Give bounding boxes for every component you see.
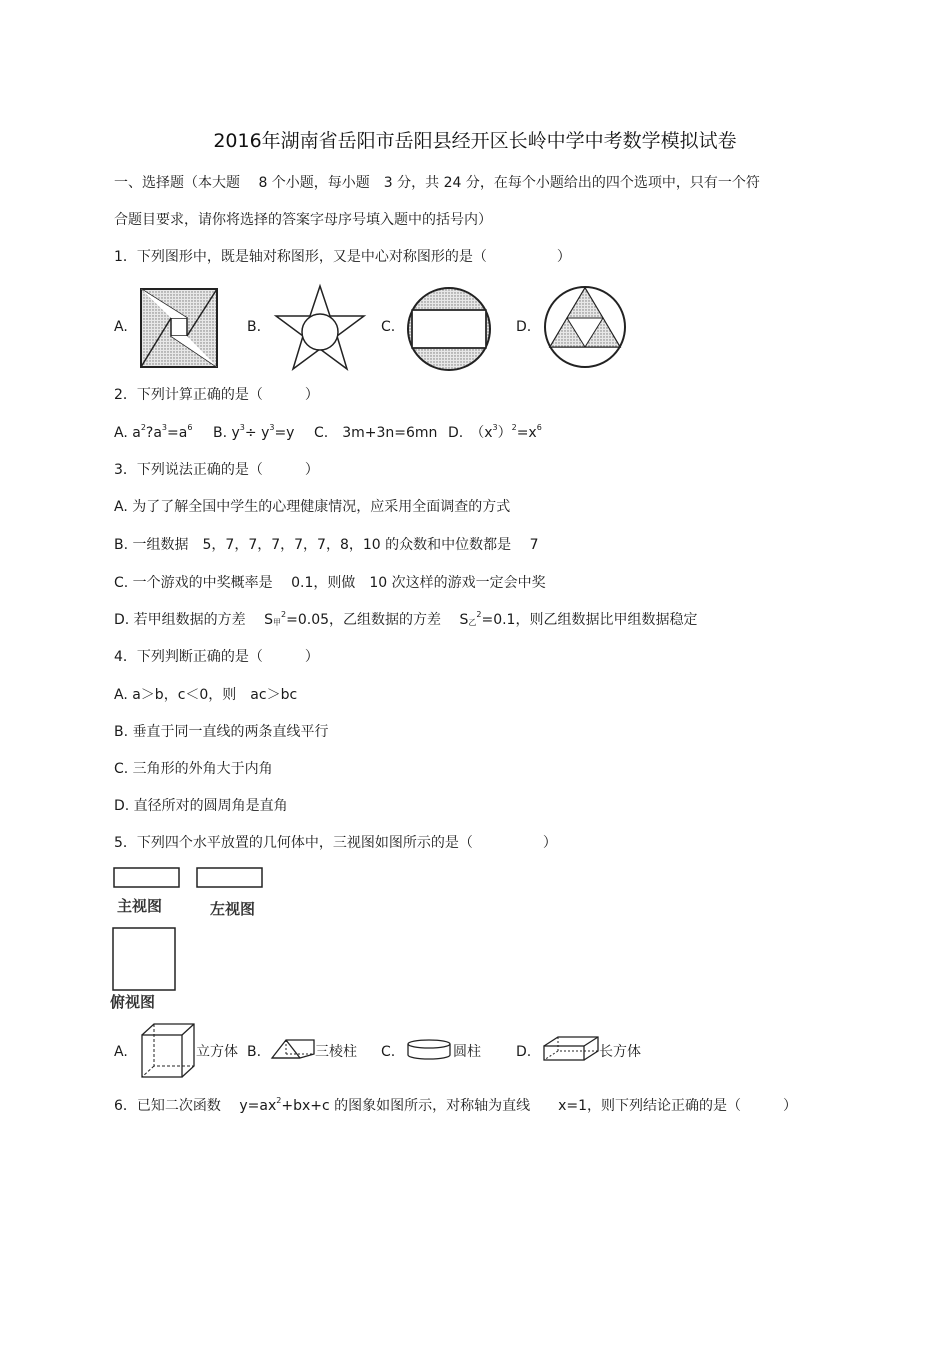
q5-option-d-name: 长方体 <box>599 1044 641 1060</box>
q5-option-b-label: B. <box>247 1044 262 1060</box>
q2-option-a: A. $a^2?a^3=a^6$ <box>114 423 193 441</box>
q1-figure-b <box>274 285 366 371</box>
q4-stem: 4．下列判断正确的是（ ） <box>114 649 319 665</box>
q5-option-c-label: C. <box>381 1044 396 1060</box>
q3-option-d: D. 若甲组数据的方差 $S_甲^2=0.05$，乙组数据的方差 $S_乙^2=0.1$，则乙组数据比甲组数据稳定 <box>114 610 698 628</box>
q6-stem: 6．已知二次函数 $y=ax^2+bx+c$ 的图象如图所示，对称轴为直线 x=1，则下列结论正确的是（ ） <box>114 1096 798 1114</box>
q3-option-a: A. 为了了解全国中学生的心理健康情况，应采用全面调查的方式 <box>114 499 511 515</box>
q5-option-a-name: 立方体 <box>196 1044 238 1060</box>
q1-option-a-label: A. <box>114 319 128 335</box>
q4-option-b: B. 垂直于同一直线的两条直线平行 <box>114 724 329 740</box>
q2-stem: 2．下列计算正确的是（ ） <box>114 387 319 403</box>
q5-option-c-name: 圆柱 <box>453 1044 481 1060</box>
q4-option-d: D. 直径所对的圆周角是直角 <box>114 798 288 814</box>
top-view-caption: 俯视图 <box>110 993 156 1011</box>
q1-option-c-label: C. <box>381 319 396 335</box>
q3-option-b: B. 一组数据 5，7，7，7，7，7，8，10 的众数和中位数都是 7 <box>114 537 539 553</box>
q4-option-a: A. a＞b，c＜0，则 ac＞bc <box>114 687 298 703</box>
q4-option-c: C. 三角形的外角大于内角 <box>114 761 273 777</box>
q1-option-d-label: D. <box>516 319 532 335</box>
left-view-caption: 左视图 <box>210 900 256 918</box>
left-view-rect <box>196 867 264 889</box>
q2-option-c: C. 3m+3n=6mn <box>314 425 438 441</box>
q5-stem: 5．下列四个水平放置的几何体中，三视图如图所示的是（ ） <box>114 835 557 851</box>
q5-option-a-label: A. <box>114 1044 128 1060</box>
cube-icon <box>140 1022 196 1080</box>
q3-option-c: C. 一个游戏的中奖概率是 0.1，则做 10 次这样的游戏一定会中奖 <box>114 575 546 591</box>
triangular-prism-icon <box>270 1036 316 1062</box>
q2-option-d: D. $(x^3)^2=x^6$ <box>448 423 542 441</box>
front-view-caption: 主视图 <box>117 897 163 915</box>
top-view-square <box>112 927 178 993</box>
q2-option-b: B. $y^3\div y^3=y$ <box>213 423 295 441</box>
q5-option-d-label: D. <box>516 1044 532 1060</box>
q1-figure-c <box>406 286 492 372</box>
q3-stem: 3．下列说法正确的是（ ） <box>114 462 319 478</box>
front-view-rect <box>113 867 181 889</box>
cuboid-icon <box>542 1034 600 1064</box>
q1-stem: 1．下列图形中，既是轴对称图形，又是中心对称图形的是（ ） <box>114 249 571 265</box>
q1-option-b-label: B. <box>247 319 262 335</box>
section-header-line1: 一、选择题（本大题 8 个小题，每小题 3 分，共 24 分，在每个小题给出的四个选项中，只有一个符 <box>114 175 760 191</box>
q5-option-b-name: 三棱柱 <box>315 1044 357 1060</box>
q1-figure-a <box>140 288 218 368</box>
cylinder-icon <box>405 1038 453 1062</box>
section-header-line2: 合题目要求，请你将选择的答案字母序号填入题中的括号内） <box>114 212 492 228</box>
page-title: 2016年湖南省岳阳市岳阳县经开区长岭中学中考数学模拟试卷 <box>213 130 737 152</box>
q1-figure-d <box>543 285 627 369</box>
